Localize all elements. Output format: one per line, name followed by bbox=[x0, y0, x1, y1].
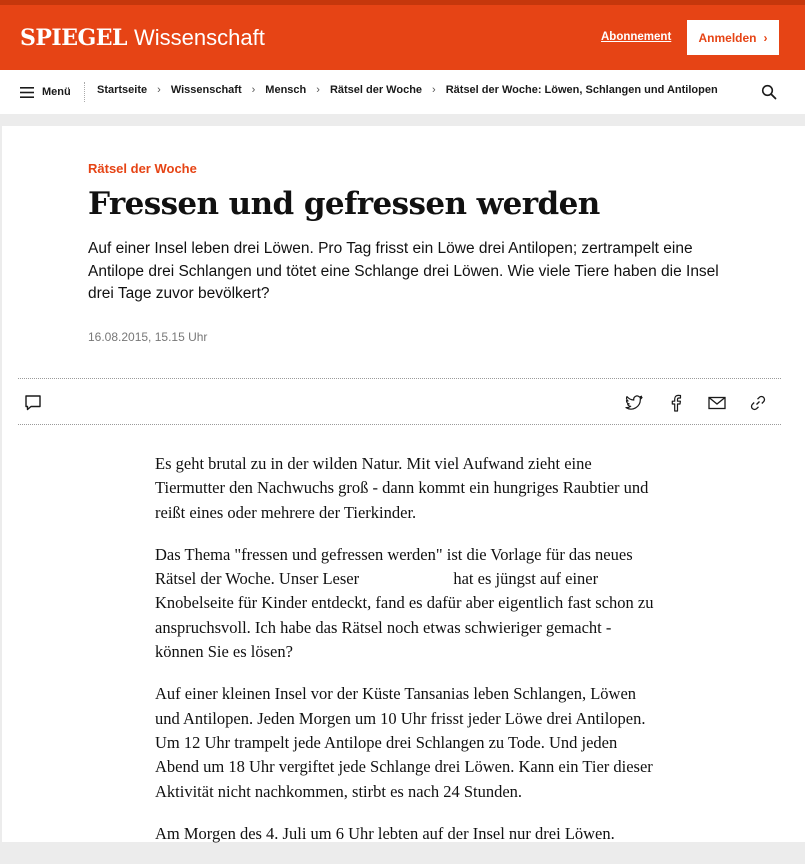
breadcrumb-separator: › bbox=[251, 84, 256, 96]
breadcrumb-wissenschaft[interactable]: Wissenschaft bbox=[170, 84, 242, 96]
breadcrumb-current-article[interactable]: Rätsel der Woche: Löwen, Schlangen und Antilopen bbox=[445, 84, 718, 96]
divider-bottom bbox=[18, 424, 781, 425]
divider-top bbox=[18, 378, 781, 379]
body-paragraph: Am Morgen des 4. Juli um 6 Uhr lebten auf der Insel nur drei Löwen. bbox=[155, 823, 615, 843]
article-teaser: Auf einer Insel leben drei Löwen. Pro Tag frisst ein Löwe drei Antilopen; zertrampelt eine Antilope drei Schlangen und tötet eine Schlange drei Löwen. Wie viele Tiere haben die Insel drei Tage zuvor bevölkert? bbox=[88, 240, 719, 302]
section-name: Wissenschaft bbox=[134, 25, 265, 50]
login-button[interactable] bbox=[687, 20, 779, 55]
menu-button[interactable] bbox=[20, 82, 71, 102]
body-paragraph bbox=[155, 543, 655, 664]
spiegel-logo[interactable] bbox=[20, 25, 265, 55]
article-kicker[interactable]: Rätsel der Woche bbox=[88, 161, 197, 176]
navigation-bar bbox=[0, 70, 805, 114]
chevron-right-icon: › bbox=[763, 30, 768, 45]
article-body bbox=[155, 452, 655, 864]
body-paragraph: Auf einer kleinen Insel vor der Küste Tansanias leben Schlangen, Löwen und Antilopen. Jeden Morgen um 10 Uhr frisst jeder Löwe drei Antilopen. Um 12 Uhr trampelt jede Antilope drei Schlangen zu Tode. Und jeden Abend um 18 Uhr vergiftet jede Schlange drei Löwen. Kann ein Tier dieser Aktivität nicht nachkommen, stirbt es nach 24 Stunden. bbox=[155, 684, 653, 801]
body-paragraph: Es geht brutal zu in der wilden Natur. Mit viel Aufwand zieht eine Tiermutter den Nachwuchs groß - dann kommt ein hungriges Raubtier und reißt eines oder mehrere der Tierkinder. bbox=[155, 454, 649, 522]
breadcrumb-raetsel[interactable]: Rätsel der Woche bbox=[329, 84, 423, 96]
redacted-name bbox=[363, 572, 449, 586]
hamburger-menu-icon bbox=[20, 87, 34, 98]
facebook-icon[interactable] bbox=[666, 393, 686, 413]
link-icon[interactable] bbox=[748, 393, 768, 413]
brand-name: SPIEGEL bbox=[20, 25, 128, 51]
article-card bbox=[2, 126, 805, 842]
login-label: Anmelden bbox=[698, 30, 757, 45]
comment-icon[interactable] bbox=[24, 394, 42, 412]
article-headline: Fressen und gefressen werden bbox=[88, 186, 600, 222]
breadcrumb-separator: › bbox=[157, 84, 161, 96]
breadcrumb-separator: › bbox=[316, 84, 320, 96]
paragraph-text: hat es jüngst auf einer Knobelseite für Kinder entdeckt, fand es dafür aber eigentlich fast schon zu anspruchsvoll. Ich habe das Rätsel noch etwas schwieriger gemacht - können Sie es lösen? bbox=[155, 569, 654, 662]
site-header bbox=[0, 0, 805, 70]
publish-date: 16.08.2015, 15.15 Uhr bbox=[88, 330, 208, 344]
mail-icon[interactable] bbox=[707, 393, 727, 413]
subscription-link[interactable]: Abonnement bbox=[601, 31, 672, 43]
paragraph-text: Das Thema "fressen und gefressen werden" ist die Vorlage für das neues Rätsel der Woche. Unser Leser bbox=[155, 544, 633, 589]
search-icon[interactable] bbox=[761, 84, 777, 100]
twitter-icon[interactable] bbox=[624, 393, 644, 413]
breadcrumb-mensch[interactable]: Mensch bbox=[265, 84, 307, 96]
breadcrumb-separator: › bbox=[432, 84, 436, 96]
menu-label: Menü bbox=[42, 86, 71, 98]
nav-divider bbox=[84, 82, 86, 102]
breadcrumb-startseite[interactable]: Startseite bbox=[97, 84, 148, 96]
breadcrumb bbox=[97, 84, 718, 96]
